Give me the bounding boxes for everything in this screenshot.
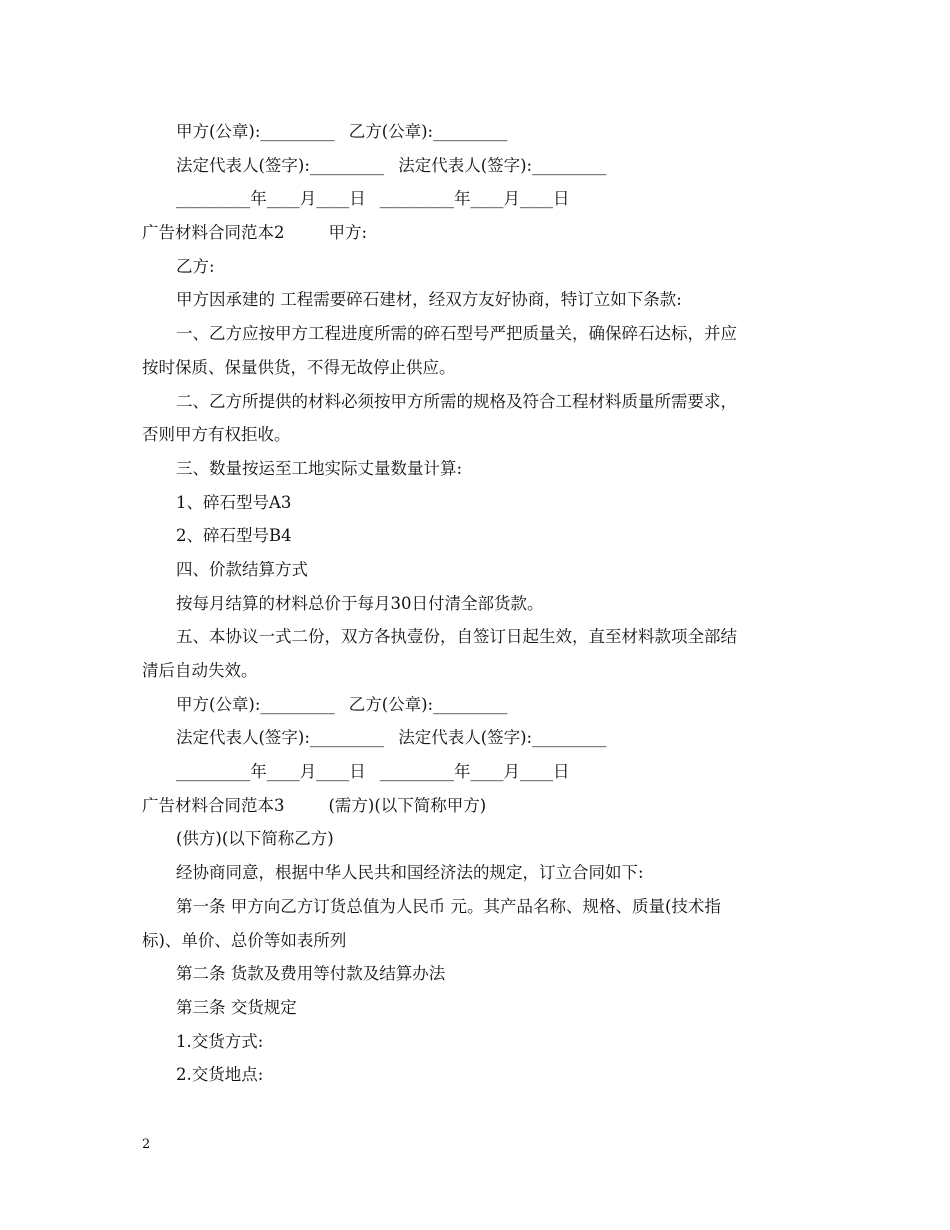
list-item: 1、碎石型号A3 bbox=[176, 492, 292, 512]
paragraph: 第三条 交货规定 bbox=[176, 997, 297, 1017]
supplier-label: (供方)(以下简称乙方) bbox=[176, 829, 334, 849]
buyer-label: (需方)(以下简称甲方) bbox=[328, 795, 487, 815]
paragraph: 五、本协议一式二份，双方各执壹份，自签订日起生效，直至材料款项全部结 bbox=[176, 627, 737, 647]
signature-row-date bbox=[142, 182, 812, 216]
section-title: 广告材料合同范本2 bbox=[142, 223, 285, 243]
paragraph-continuation: 按时保质、保量供货，不得无故停止供应。 bbox=[142, 357, 456, 377]
party-a-representative: 法定代表人(签字):_________ bbox=[176, 728, 385, 748]
document-body bbox=[142, 115, 812, 1092]
party-a-seal: 甲方(公章):_________ bbox=[176, 694, 335, 714]
party-b-date: _________年____月____日 bbox=[379, 189, 570, 209]
party-b-seal: 乙方(公章):_________ bbox=[348, 694, 508, 714]
section-heading bbox=[142, 789, 812, 823]
paragraph: 经协商同意，根据中华人民共和国经济法的规定，订立合同如下: bbox=[176, 863, 644, 883]
section-title: 广告材料合同范本3 bbox=[142, 795, 285, 815]
party-a-date: _________年____月____日 bbox=[176, 762, 366, 782]
signature-row-date bbox=[142, 755, 812, 789]
party-b-label: 乙方: bbox=[176, 256, 215, 276]
section-heading bbox=[142, 216, 812, 250]
signature-row-representative bbox=[142, 149, 812, 183]
paragraph: 二、乙方所提供的材料必须按甲方所需的规格及符合工程材料质量所需要求， bbox=[176, 391, 737, 411]
party-a-representative: 法定代表人(签字):_________ bbox=[176, 155, 385, 175]
party-a-seal: 甲方(公章):_________ bbox=[176, 122, 335, 141]
page-number: 2 bbox=[142, 1137, 151, 1152]
list-item: 1.交货方式: bbox=[176, 1031, 264, 1051]
signature-row-seal bbox=[142, 115, 812, 149]
paragraph: 四、价款结算方式 bbox=[176, 559, 308, 579]
signature-row-seal bbox=[142, 688, 812, 722]
paragraph: 甲方因承建的 工程需要碎石建材，经双方友好协商，特订立如下条款: bbox=[176, 290, 682, 310]
paragraph-continuation: 清后自动失效。 bbox=[142, 661, 258, 680]
list-item: 2.交货地点: bbox=[176, 1065, 264, 1085]
paragraph: 第一条 甲方向乙方订货总值为人民币 元。其产品名称、规格、质量(技术指 bbox=[176, 896, 721, 916]
paragraph: 一、乙方应按甲方工程进度所需的碎石型号严把质量关，确保碎石达标，并应 bbox=[176, 324, 737, 344]
signature-row-representative bbox=[142, 721, 812, 755]
party-b-representative: 法定代表人(签字):_________ bbox=[398, 155, 607, 175]
list-item: 2、碎石型号B4 bbox=[176, 526, 292, 546]
party-b-seal: 乙方(公章):_________ bbox=[348, 122, 508, 141]
party-b-date: _________年____月____日 bbox=[379, 762, 570, 782]
party-a-date: _________年____月____日 bbox=[176, 189, 366, 209]
paragraph: 第二条 货款及费用等付款及结算办法 bbox=[176, 964, 446, 984]
party-b-representative: 法定代表人(签字):_________ bbox=[398, 728, 607, 748]
paragraph-continuation: 标)、单价、总价等如表所列 bbox=[142, 930, 347, 950]
paragraph-continuation: 否则甲方有权拒收。 bbox=[142, 425, 291, 445]
paragraph: 按每月结算的材料总价于每月30日付清全部货款。 bbox=[176, 593, 544, 613]
party-a-label: 甲方: bbox=[328, 223, 368, 243]
paragraph: 三、数量按运至工地实际丈量数量计算: bbox=[176, 458, 463, 478]
